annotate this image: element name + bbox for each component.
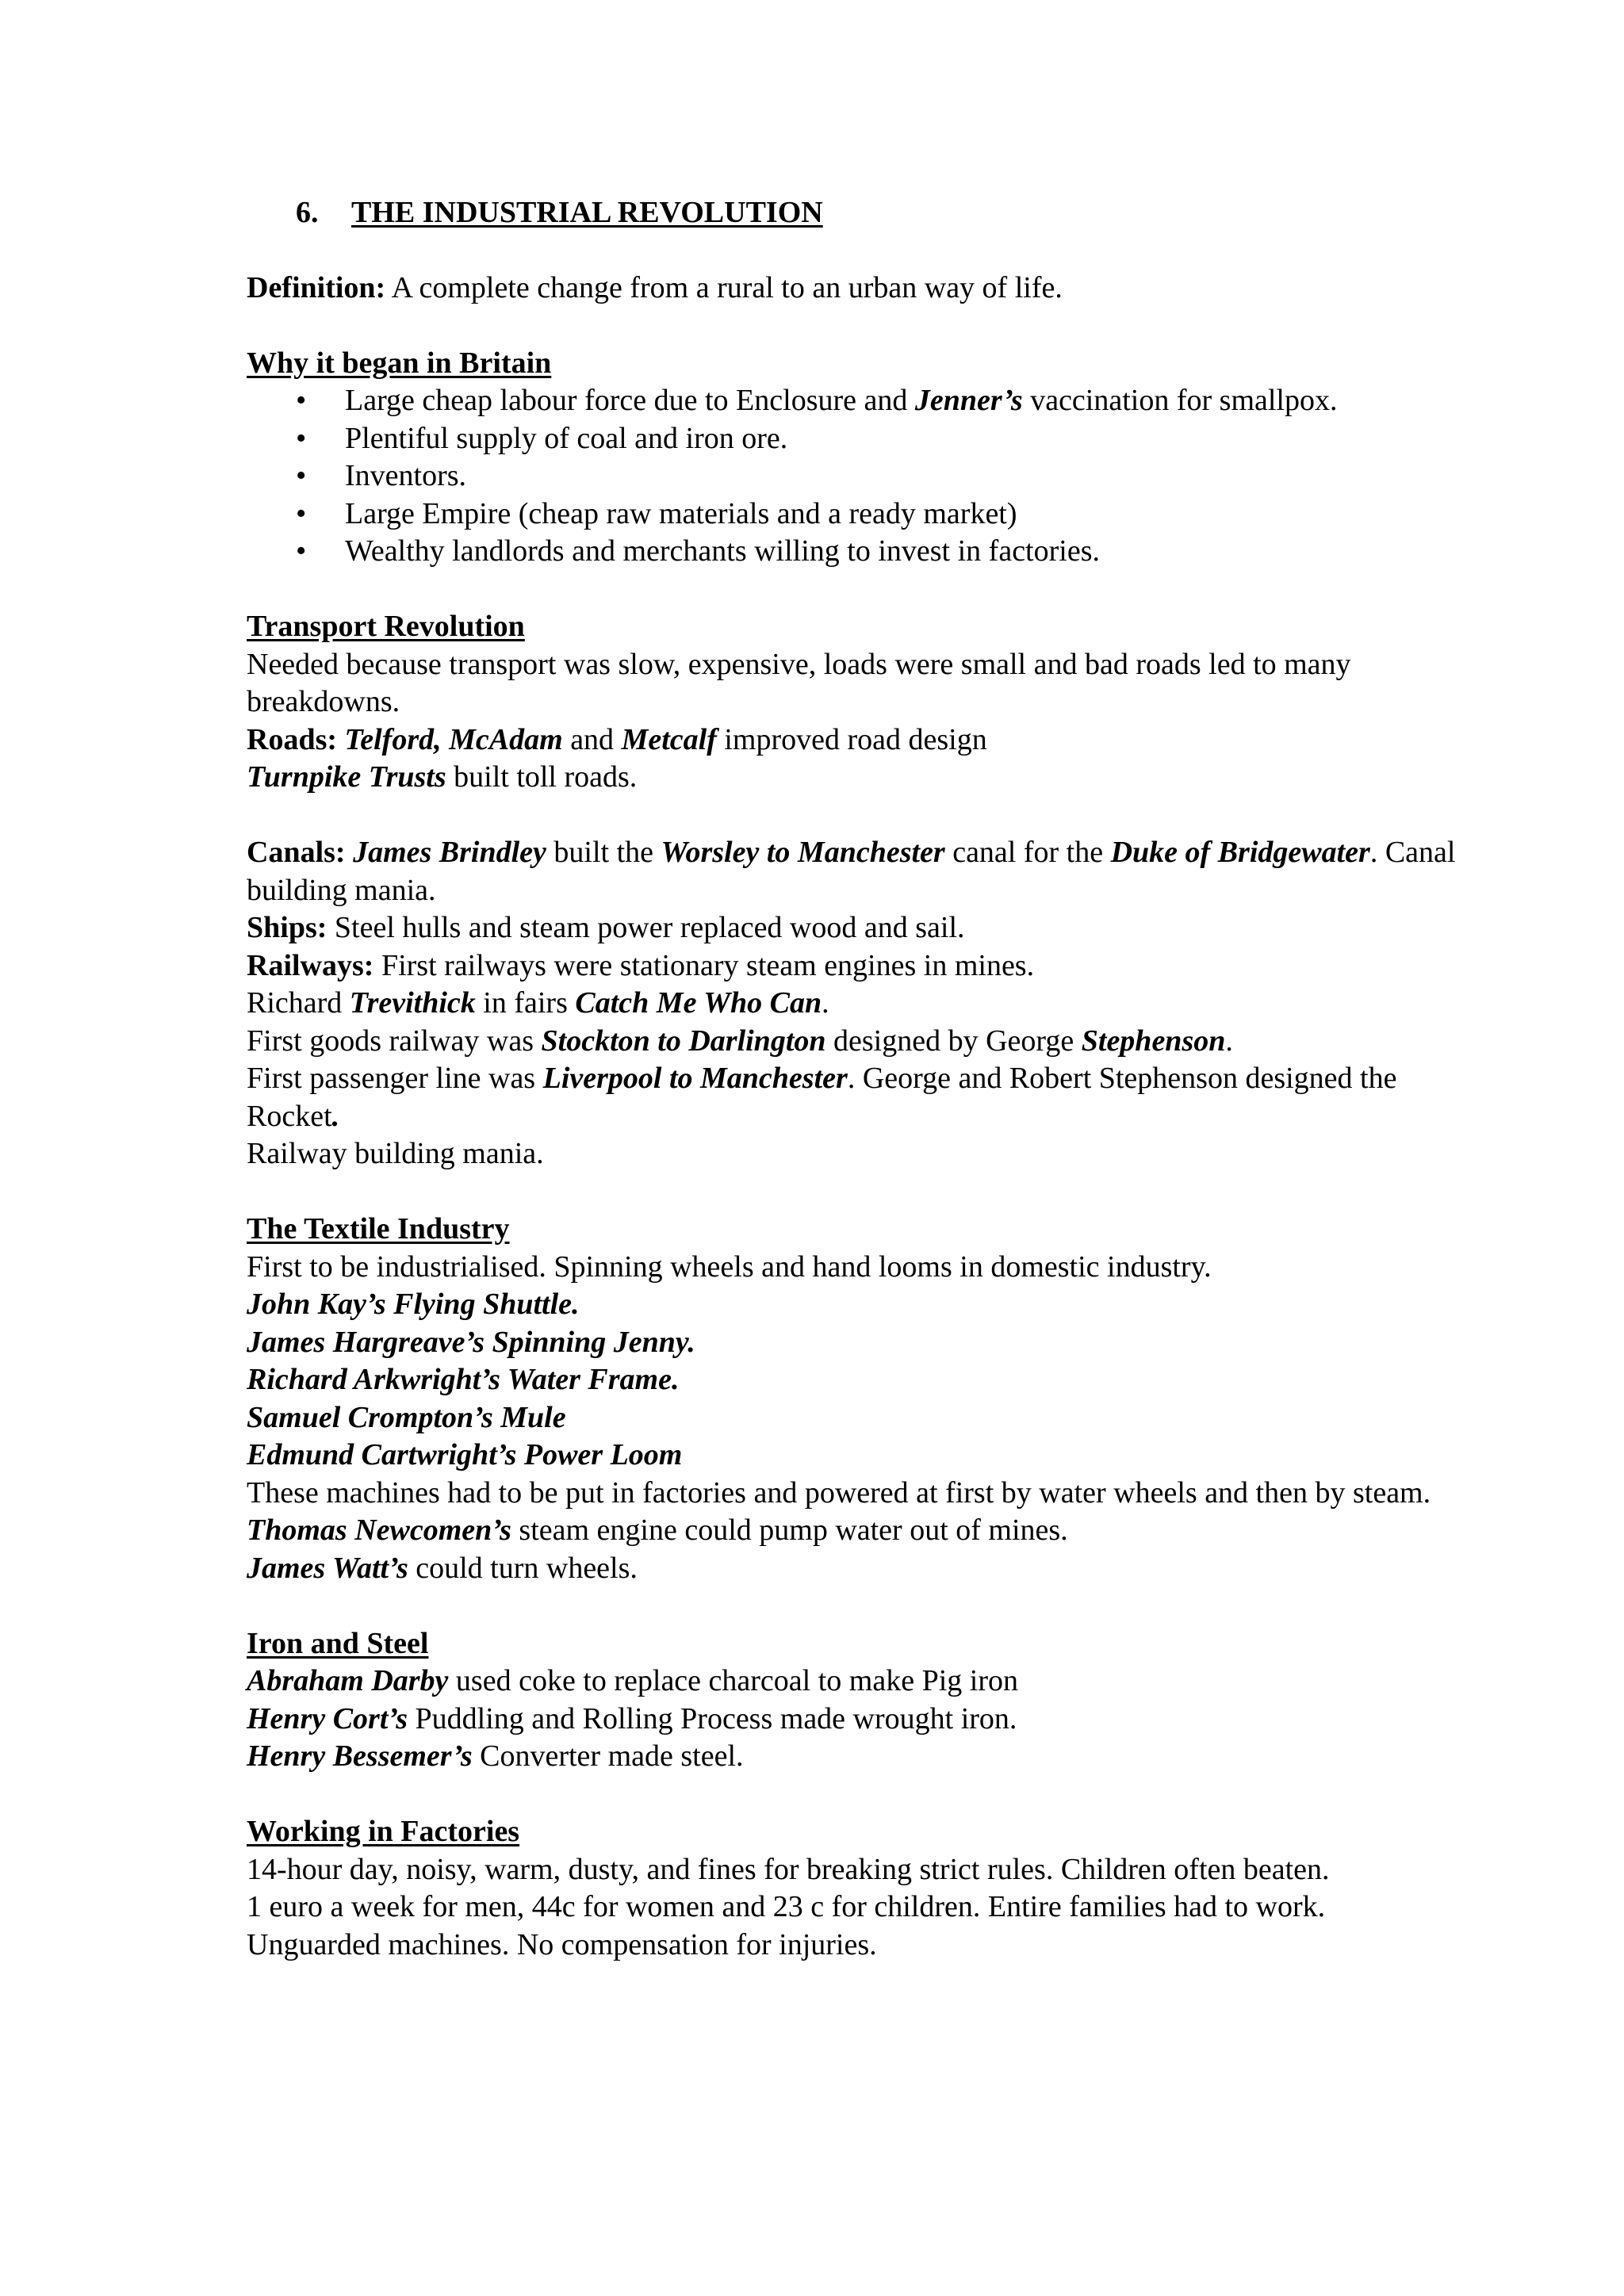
invention-item: Edmund Cartwright’s Power Loom bbox=[247, 1438, 683, 1471]
invention-item: Richard Arkwright’s Water Frame. bbox=[247, 1363, 680, 1396]
list-item: • Large cheap labour force due to Enclosure and Jenner’s vaccination for smallpox. bbox=[247, 382, 1484, 420]
railway-mania: Railway building mania. bbox=[247, 1137, 544, 1170]
document-page bbox=[247, 194, 1484, 1964]
transport-intro: Needed because transport was slow, expensive, loads were small and bad roads led to many breakdowns. bbox=[247, 647, 1351, 718]
watt-line: James Watt’s could turn wheels. bbox=[247, 1551, 638, 1585]
heading-iron-steel: Iron and Steel bbox=[247, 1626, 429, 1660]
title-number: 6. bbox=[296, 196, 319, 229]
roads-line: Roads: Telford, McAdam and Metcalf improved road design bbox=[247, 722, 987, 756]
canals-line: Canals: James Brindley built the Worsley to Manchester canal for the Duke of Bridgewater. Canal building mania. bbox=[247, 836, 1456, 907]
list-item: • Wealthy landlords and merchants willing to invest in factories. bbox=[247, 533, 1484, 571]
invention-item: John Kay’s Flying Shuttle. bbox=[247, 1288, 580, 1321]
darby-line: Abraham Darby used coke to replace charcoal to make Pig iron bbox=[247, 1664, 1018, 1697]
passenger-line: First passenger line was Liverpool to Manchester. George and Robert Stephenson designed the Rocket. bbox=[247, 1062, 1397, 1133]
invention-item: Samuel Crompton’s Mule bbox=[247, 1400, 566, 1434]
list-item: • Large Empire (cheap raw materials and a ready market) bbox=[247, 496, 1484, 534]
textile-intro: First to be industrialised. Spinning wheels and hand looms in domestic industry. bbox=[247, 1249, 1212, 1284]
why-britain-list bbox=[247, 382, 1484, 571]
ships-line: Ships: Steel hulls and steam power replaced wood and sail. bbox=[247, 911, 965, 944]
heading-working-factories: Working in Factories bbox=[247, 1815, 520, 1848]
factories-line: Unguarded machines. No compensation for injuries. bbox=[247, 1927, 877, 1961]
cort-line: Henry Cort’s Puddling and Rolling Process made wrought iron. bbox=[247, 1701, 1017, 1735]
goods-railway-line: First goods railway was Stockton to Darlington designed by George Stephenson. bbox=[247, 1024, 1233, 1058]
factories-line: 14-hour day, noisy, warm, dusty, and fines for breaking strict rules. Children often beaten. bbox=[247, 1852, 1330, 1886]
definition: Definition: A complete change from a rural to an urban way of life. bbox=[247, 270, 1063, 304]
page-title bbox=[296, 194, 1484, 232]
heading-transport: Transport Revolution bbox=[247, 610, 525, 643]
newcomen-line: Thomas Newcomen’s steam engine could pump water out of mines. bbox=[247, 1513, 1068, 1547]
bessemer-line: Henry Bessemer’s Converter made steel. bbox=[247, 1739, 744, 1773]
railways-line: Railways: First railways were stationary steam engines in mines. bbox=[247, 948, 1035, 982]
list-item: • Plentiful supply of coal and iron ore. bbox=[247, 420, 1484, 458]
factories-line: 1 euro a week for men, 44c for women and 23 c for children. Entire families had to work. bbox=[247, 1890, 1326, 1923]
turnpike-line: Turnpike Trusts built toll roads. bbox=[247, 760, 638, 794]
heading-why-britain: Why it began in Britain bbox=[247, 346, 552, 380]
list-item: • Inventors. bbox=[247, 457, 1484, 496]
heading-textile: The Textile Industry bbox=[247, 1212, 510, 1246]
factories-powered: These machines had to be put in factories and powered at first by water wheels and then by steam. bbox=[247, 1475, 1431, 1510]
title-text: THE INDUSTRIAL REVOLUTION bbox=[351, 196, 823, 229]
invention-item: James Hargreave’s Spinning Jenny. bbox=[247, 1325, 695, 1359]
trevithick-line: Richard Trevithick in fairs Catch Me Who Can. bbox=[247, 986, 829, 1020]
